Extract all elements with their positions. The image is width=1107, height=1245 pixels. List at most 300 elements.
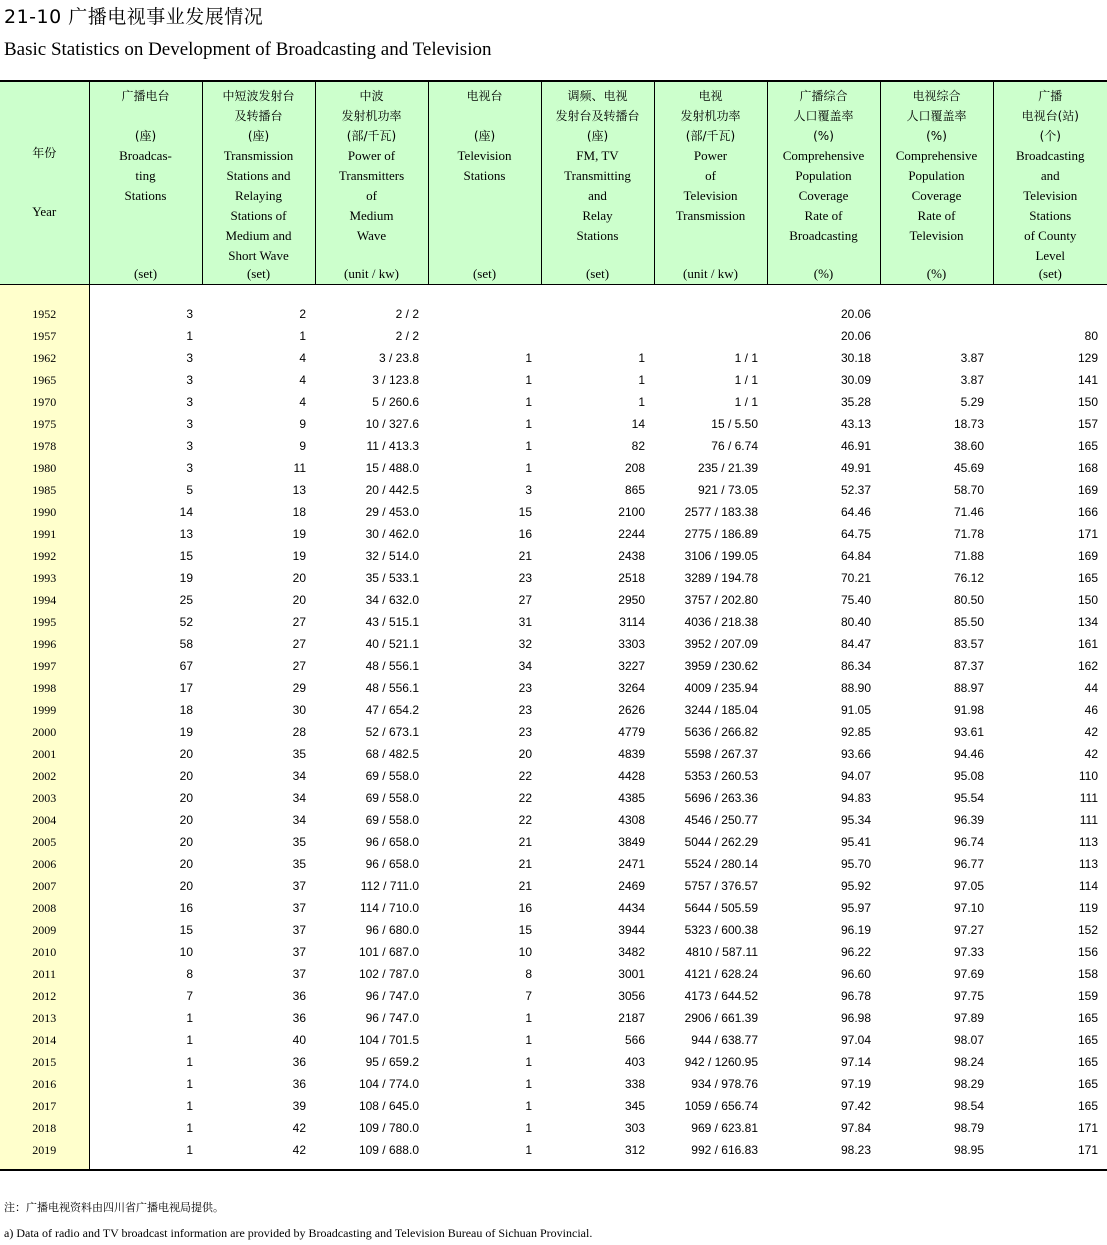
value-cell: 113 [1078, 835, 1098, 849]
value-cell: 5636 / 266.82 [684, 725, 758, 739]
header-col-7 [767, 81, 880, 285]
value-cell: 20 [179, 747, 193, 761]
value-cell: 36 [292, 1055, 306, 1069]
value-cell: 168 [1077, 461, 1098, 475]
value-cell: 1 [525, 461, 532, 475]
table-row [0, 347, 1107, 369]
value-cell: 88.97 [953, 681, 984, 695]
spacer-cell [993, 285, 1107, 304]
value-cell: 23 [518, 681, 532, 695]
header-col-zh: 广播电台 (座) [121, 89, 170, 143]
year-cell: 2017 [0, 1095, 89, 1117]
header-col-unit: (set) [472, 266, 497, 281]
value-cell [880, 303, 993, 325]
year-cell: 2008 [0, 897, 89, 919]
value-cell: 4810 / 587.11 [685, 945, 758, 959]
year-cell: 1985 [0, 479, 89, 501]
value-cell: 96 / 680.0 [365, 923, 419, 937]
table-row [0, 369, 1107, 391]
year-cell: 2009 [0, 919, 89, 941]
value-cell: 4036 / 218.38 [684, 615, 758, 629]
value-cell: 95.97 [840, 901, 871, 915]
value-cell: 37 [292, 879, 306, 893]
value-cell [993, 303, 1107, 325]
spacer-cell [0, 285, 89, 304]
value-cell: 10 [179, 945, 193, 959]
spacer-cell [880, 285, 993, 304]
value-cell: 85.50 [953, 615, 984, 629]
value-cell: 98.79 [953, 1121, 984, 1135]
table-row [0, 1007, 1107, 1029]
year-cell: 2012 [0, 985, 89, 1007]
value-cell: 13 [179, 527, 193, 541]
table-row [0, 721, 1107, 743]
value-cell: 97.75 [953, 989, 984, 1003]
value-cell: 165 [1077, 1011, 1098, 1025]
value-cell: 96.74 [953, 835, 984, 849]
value-cell: 70.21 [840, 571, 871, 585]
value-cell: 1 [525, 351, 532, 365]
header-col-zh: 调频、电视 发射台及转播台 (座) [555, 89, 640, 143]
year-cell: 2015 [0, 1051, 89, 1073]
year-cell: 1997 [0, 655, 89, 677]
value-cell: 20 [179, 791, 193, 805]
value-cell: 312 [541, 1139, 654, 1170]
value-cell: 18 [179, 703, 193, 717]
table-row [0, 545, 1107, 567]
value-cell: 97.10 [953, 901, 984, 915]
value-cell: 96.39 [953, 813, 984, 827]
value-cell: 11 [293, 461, 306, 475]
value-cell: 109 / 780.0 [358, 1121, 419, 1135]
value-cell: 161 [1077, 637, 1098, 651]
year-cell: 1952 [0, 303, 89, 325]
year-cell: 2014 [0, 1029, 89, 1051]
value-cell: 92.85 [840, 725, 871, 739]
header-col-1 [89, 81, 202, 285]
value-cell: 16 [518, 901, 532, 915]
value-cell: 3 [525, 483, 532, 497]
value-cell: 4173 / 644.52 [684, 989, 758, 1003]
spacer-cell [541, 285, 654, 304]
value-cell: 134 [1077, 615, 1098, 629]
table-row [0, 633, 1107, 655]
value-cell: 165 [1077, 571, 1098, 585]
value-cell: 3 [186, 307, 193, 321]
value-cell: 18 [292, 505, 306, 519]
value-cell: 19 [179, 571, 193, 585]
value-cell: 68 / 482.5 [365, 747, 419, 761]
value-cell: 4121 / 628.24 [684, 967, 758, 981]
value-cell: 29 / 453.0 [365, 505, 419, 519]
year-cell: 2003 [0, 787, 89, 809]
value-cell: 2438 [618, 549, 645, 563]
value-cell: 52 [179, 615, 193, 629]
value-cell: 64.84 [840, 549, 871, 563]
header-col-4 [428, 81, 541, 285]
value-cell: 3 / 123.8 [372, 373, 419, 387]
value-cell: 23 [518, 725, 532, 739]
value-cell: 109 / 688.0 [315, 1139, 428, 1170]
value-cell: 96.19 [840, 923, 871, 937]
value-cell: 34 / 632.0 [365, 593, 419, 607]
year-cell: 2006 [0, 853, 89, 875]
value-cell: 5323 / 600.38 [684, 923, 758, 937]
spacer-cell [654, 285, 767, 304]
year-cell: 2018 [0, 1117, 89, 1139]
value-cell: 40 / 521.1 [365, 637, 419, 651]
value-cell: 52 / 673.1 [365, 725, 419, 739]
value-cell: 169 [1077, 483, 1098, 497]
value-cell: 5757 / 376.57 [684, 879, 758, 893]
value-cell: 403 [624, 1055, 645, 1069]
value-cell: 165 [1077, 1077, 1098, 1091]
value-cell: 4546 / 250.77 [684, 813, 758, 827]
value-cell: 8 [525, 967, 532, 981]
value-cell: 2626 [618, 703, 645, 717]
value-cell: 3849 [618, 835, 645, 849]
value-cell: 20 [179, 857, 193, 871]
spacer-cell [89, 285, 202, 304]
table-row [0, 831, 1107, 853]
value-cell: 49.91 [840, 461, 871, 475]
table-row [0, 457, 1107, 479]
table-row [0, 1139, 1107, 1170]
table-row [0, 435, 1107, 457]
year-cell: 2001 [0, 743, 89, 765]
year-cell: 2002 [0, 765, 89, 787]
year-cell: 2019 [0, 1139, 89, 1170]
value-cell: 18.73 [953, 417, 984, 431]
value-cell: 93.61 [953, 725, 984, 739]
value-cell: 21 [518, 549, 532, 563]
value-cell: 3 / 23.8 [378, 351, 419, 365]
value-cell: 20 [518, 747, 532, 761]
value-cell: 171 [993, 1139, 1107, 1170]
value-cell: 39 [292, 1099, 306, 1113]
value-cell: 21 [518, 857, 532, 871]
value-cell: 2 / 2 [395, 329, 419, 343]
value-cell: 43 / 515.1 [365, 615, 419, 629]
value-cell: 1 [186, 1099, 193, 1113]
value-cell: 97.05 [953, 879, 984, 893]
year-cell: 2011 [0, 963, 89, 985]
value-cell: 2469 [618, 879, 645, 893]
header-col-zh: 电视 发射机功率 (部/千瓦) [680, 89, 741, 143]
value-cell: 16 [518, 527, 532, 541]
table-row [0, 853, 1107, 875]
value-cell: 97.27 [953, 923, 984, 937]
value-cell: 34 [518, 659, 532, 673]
table-header [0, 81, 1107, 285]
value-cell [541, 303, 654, 325]
value-cell: 91.98 [953, 703, 984, 717]
value-cell: 10 / 327.6 [365, 417, 419, 431]
header-col-3 [315, 81, 428, 285]
value-cell: 157 [1077, 417, 1098, 431]
value-cell: 2 / 2 [395, 307, 419, 321]
value-cell: 162 [1077, 659, 1098, 673]
value-cell: 2950 [618, 593, 645, 607]
value-cell: 2471 [618, 857, 645, 871]
value-cell: 32 / 514.0 [365, 549, 419, 563]
year-cell: 1991 [0, 523, 89, 545]
value-cell: 15 [518, 923, 532, 937]
table-row [0, 941, 1107, 963]
table-row [0, 413, 1107, 435]
header-col-unit: (set) [1038, 266, 1062, 281]
value-cell: 19 [292, 549, 306, 563]
value-cell: 1 [525, 439, 532, 453]
value-cell: 1 / 1 [734, 373, 758, 387]
value-cell: 96 / 658.0 [365, 835, 419, 849]
value-cell: 44 [1084, 681, 1098, 695]
value-cell: 1 [186, 1011, 193, 1025]
value-cell: 865 [624, 483, 645, 497]
value-cell: 27 [292, 637, 306, 651]
spacer-cell [767, 285, 880, 304]
year-cell: 1990 [0, 501, 89, 523]
value-cell: 1 [186, 1077, 193, 1091]
value-cell: 3757 / 202.80 [684, 593, 758, 607]
value-cell: 96.60 [840, 967, 871, 981]
value-cell: 95.92 [840, 879, 871, 893]
year-cell: 2013 [0, 1007, 89, 1029]
year-cell: 2016 [0, 1073, 89, 1095]
value-cell: 37 [292, 967, 306, 981]
value-cell: 1 [299, 329, 306, 343]
value-cell: 4 [299, 395, 306, 409]
value-cell: 34 [292, 791, 306, 805]
table-title-zh: 21-10 广播电视事业发展情况 [4, 6, 264, 28]
value-cell: 38.60 [953, 439, 984, 453]
year-cell: 1999 [0, 699, 89, 721]
value-cell: 20 [179, 879, 193, 893]
value-cell: 71.88 [953, 549, 984, 563]
header-col-zh: 广播综合 人口覆盖率 (%) [793, 89, 854, 143]
value-cell: 3001 [618, 967, 645, 981]
year-cell: 2010 [0, 941, 89, 963]
header-col-unit: (%) [926, 266, 947, 281]
value-cell: 58.70 [953, 483, 984, 497]
value-cell: 1 [186, 1033, 193, 1047]
value-cell: 3056 [618, 989, 645, 1003]
value-cell: 9 [299, 417, 306, 431]
value-cell: 171 [1077, 1121, 1098, 1135]
table-row [0, 963, 1107, 985]
value-cell: 35 / 533.1 [365, 571, 419, 585]
value-cell: 3 [186, 417, 193, 431]
value-cell: 15 [518, 505, 532, 519]
value-cell: 40 [292, 1033, 306, 1047]
value-cell: 9 [299, 439, 306, 453]
value-cell: 20 [179, 835, 193, 849]
value-cell: 165 [1077, 1099, 1098, 1113]
value-cell: 96 / 658.0 [365, 857, 419, 871]
value-cell: 3.87 [960, 351, 984, 365]
year-cell: 1970 [0, 391, 89, 413]
header-col-en: Broadcas- ting Stations [119, 148, 172, 203]
value-cell: 95.54 [953, 791, 984, 805]
value-cell: 46.91 [840, 439, 871, 453]
value-cell: 4779 [618, 725, 645, 739]
value-cell: 4434 [618, 901, 645, 915]
value-cell: 5353 / 260.53 [684, 769, 758, 783]
spacer-cell [428, 285, 541, 304]
value-cell: 71.46 [953, 505, 984, 519]
value-cell: 3264 [618, 681, 645, 695]
value-cell: 1 / 1 [734, 351, 758, 365]
value-cell: 42 [202, 1139, 315, 1170]
value-cell: 96.98 [840, 1011, 871, 1025]
header-col-8 [880, 81, 993, 285]
value-cell [654, 303, 767, 325]
table-row [0, 765, 1107, 787]
header-col-en: Power of Television Transmission [675, 148, 746, 223]
value-cell: 21 [518, 879, 532, 893]
value-cell: 20.06 [840, 329, 871, 343]
value-cell: 5524 / 280.14 [684, 857, 758, 871]
value-cell: 71.78 [953, 527, 984, 541]
value-cell: 94.83 [840, 791, 871, 805]
table-row [0, 611, 1107, 633]
value-cell: 150 [1077, 395, 1098, 409]
value-cell [428, 303, 541, 325]
value-cell: 2518 [618, 571, 645, 585]
value-cell: 944 / 638.77 [691, 1033, 758, 1047]
value-cell: 3.87 [960, 373, 984, 387]
statistics-table [0, 80, 1107, 1171]
value-cell: 3952 / 207.09 [684, 637, 758, 651]
value-cell: 23 [518, 571, 532, 585]
value-cell: 98.07 [953, 1033, 984, 1047]
table-row [0, 919, 1107, 941]
value-cell: 97.89 [953, 1011, 984, 1025]
value-cell: 69 / 558.0 [365, 769, 419, 783]
value-cell: 1 [186, 1055, 193, 1069]
value-cell: 3106 / 199.05 [684, 549, 758, 563]
value-cell: 86.34 [840, 659, 871, 673]
value-cell: 152 [1077, 923, 1098, 937]
value-cell: 7 [186, 989, 193, 1003]
value-cell: 27 [518, 593, 532, 607]
value-cell: 35 [292, 857, 306, 871]
value-cell: 69 / 558.0 [365, 813, 419, 827]
value-cell: 20 [179, 769, 193, 783]
value-cell: 1 [525, 1077, 532, 1091]
year-cell: 1957 [0, 325, 89, 347]
table-row [0, 391, 1107, 413]
value-cell: 566 [624, 1033, 645, 1047]
header-col-en: Broadcasting and Television Stations of County Level [1015, 148, 1085, 263]
value-cell: 98.24 [953, 1055, 984, 1069]
value-cell: 165 [1077, 439, 1098, 453]
header-col-2 [202, 81, 315, 285]
value-cell: 169 [1077, 549, 1098, 563]
value-cell: 4 [299, 373, 306, 387]
value-cell: 3 [186, 439, 193, 453]
value-cell: 2775 / 186.89 [684, 527, 758, 541]
header-col-unit: (set) [585, 266, 610, 281]
value-cell: 3959 / 230.62 [684, 659, 758, 673]
value-cell: 338 [624, 1077, 645, 1091]
table-row [0, 1095, 1107, 1117]
value-cell: 1 [89, 1139, 202, 1170]
spacer-cell [315, 285, 428, 304]
value-cell: 1 / 1 [734, 395, 758, 409]
value-cell: 5598 / 267.37 [684, 747, 758, 761]
table-row [0, 589, 1107, 611]
value-cell: 42 [1084, 725, 1098, 739]
header-col-en: Television Stations [457, 148, 512, 183]
value-cell: 4428 [618, 769, 645, 783]
table-row [0, 479, 1107, 501]
value-cell: 37 [292, 901, 306, 915]
value-cell: 95.34 [840, 813, 871, 827]
value-cell: 35 [292, 747, 306, 761]
value-cell: 22 [518, 813, 532, 827]
value-cell: 48 / 556.1 [365, 681, 419, 695]
value-cell: 97.42 [840, 1099, 871, 1113]
header-col-unit: (set) [133, 266, 158, 281]
value-cell: 992 / 616.83 [654, 1139, 767, 1170]
value-cell: 15 / 488.0 [365, 461, 419, 475]
year-cell: 1980 [0, 457, 89, 479]
value-cell: 5.29 [960, 395, 984, 409]
header-col-zh: 中波 发射机功率 (部/千瓦) [341, 89, 402, 143]
value-cell [880, 325, 993, 347]
value-cell [654, 325, 767, 347]
table-row [0, 523, 1107, 545]
value-cell: 98.29 [953, 1077, 984, 1091]
value-cell: 101 / 687.0 [358, 945, 419, 959]
value-cell: 1 [638, 351, 645, 365]
header-col-unit: (set) [246, 266, 271, 281]
header-year-zh: 年份 [32, 146, 57, 160]
value-cell: 165 [1077, 1055, 1098, 1069]
value-cell: 84.47 [840, 637, 871, 651]
value-cell: 91.05 [840, 703, 871, 717]
year-cell: 2000 [0, 721, 89, 743]
value-cell: 5 / 260.6 [372, 395, 419, 409]
value-cell: 4308 [618, 813, 645, 827]
table-row [0, 677, 1107, 699]
value-cell: 36 [292, 989, 306, 1003]
value-cell: 3289 / 194.78 [684, 571, 758, 585]
value-cell: 64.75 [840, 527, 871, 541]
year-cell: 1993 [0, 567, 89, 589]
year-cell: 1962 [0, 347, 89, 369]
year-cell: 1975 [0, 413, 89, 435]
value-cell: 64.46 [840, 505, 871, 519]
value-cell: 119 [1078, 901, 1098, 915]
value-cell: 30 / 462.0 [365, 527, 419, 541]
value-cell: 28 [292, 725, 306, 739]
table-row [0, 567, 1107, 589]
table-row [0, 303, 1107, 325]
value-cell: 34 [292, 769, 306, 783]
value-cell: 2100 [618, 505, 645, 519]
value-cell: 2 [299, 307, 306, 321]
value-cell: 11 / 413.3 [366, 439, 419, 453]
value-cell: 97.04 [840, 1033, 871, 1047]
table-row [0, 501, 1107, 523]
value-cell: 1 [186, 329, 193, 343]
value-cell: 942 / 1260.95 [684, 1055, 758, 1069]
value-cell: 20.06 [840, 307, 871, 321]
year-cell: 1996 [0, 633, 89, 655]
value-cell: 43.13 [840, 417, 871, 431]
